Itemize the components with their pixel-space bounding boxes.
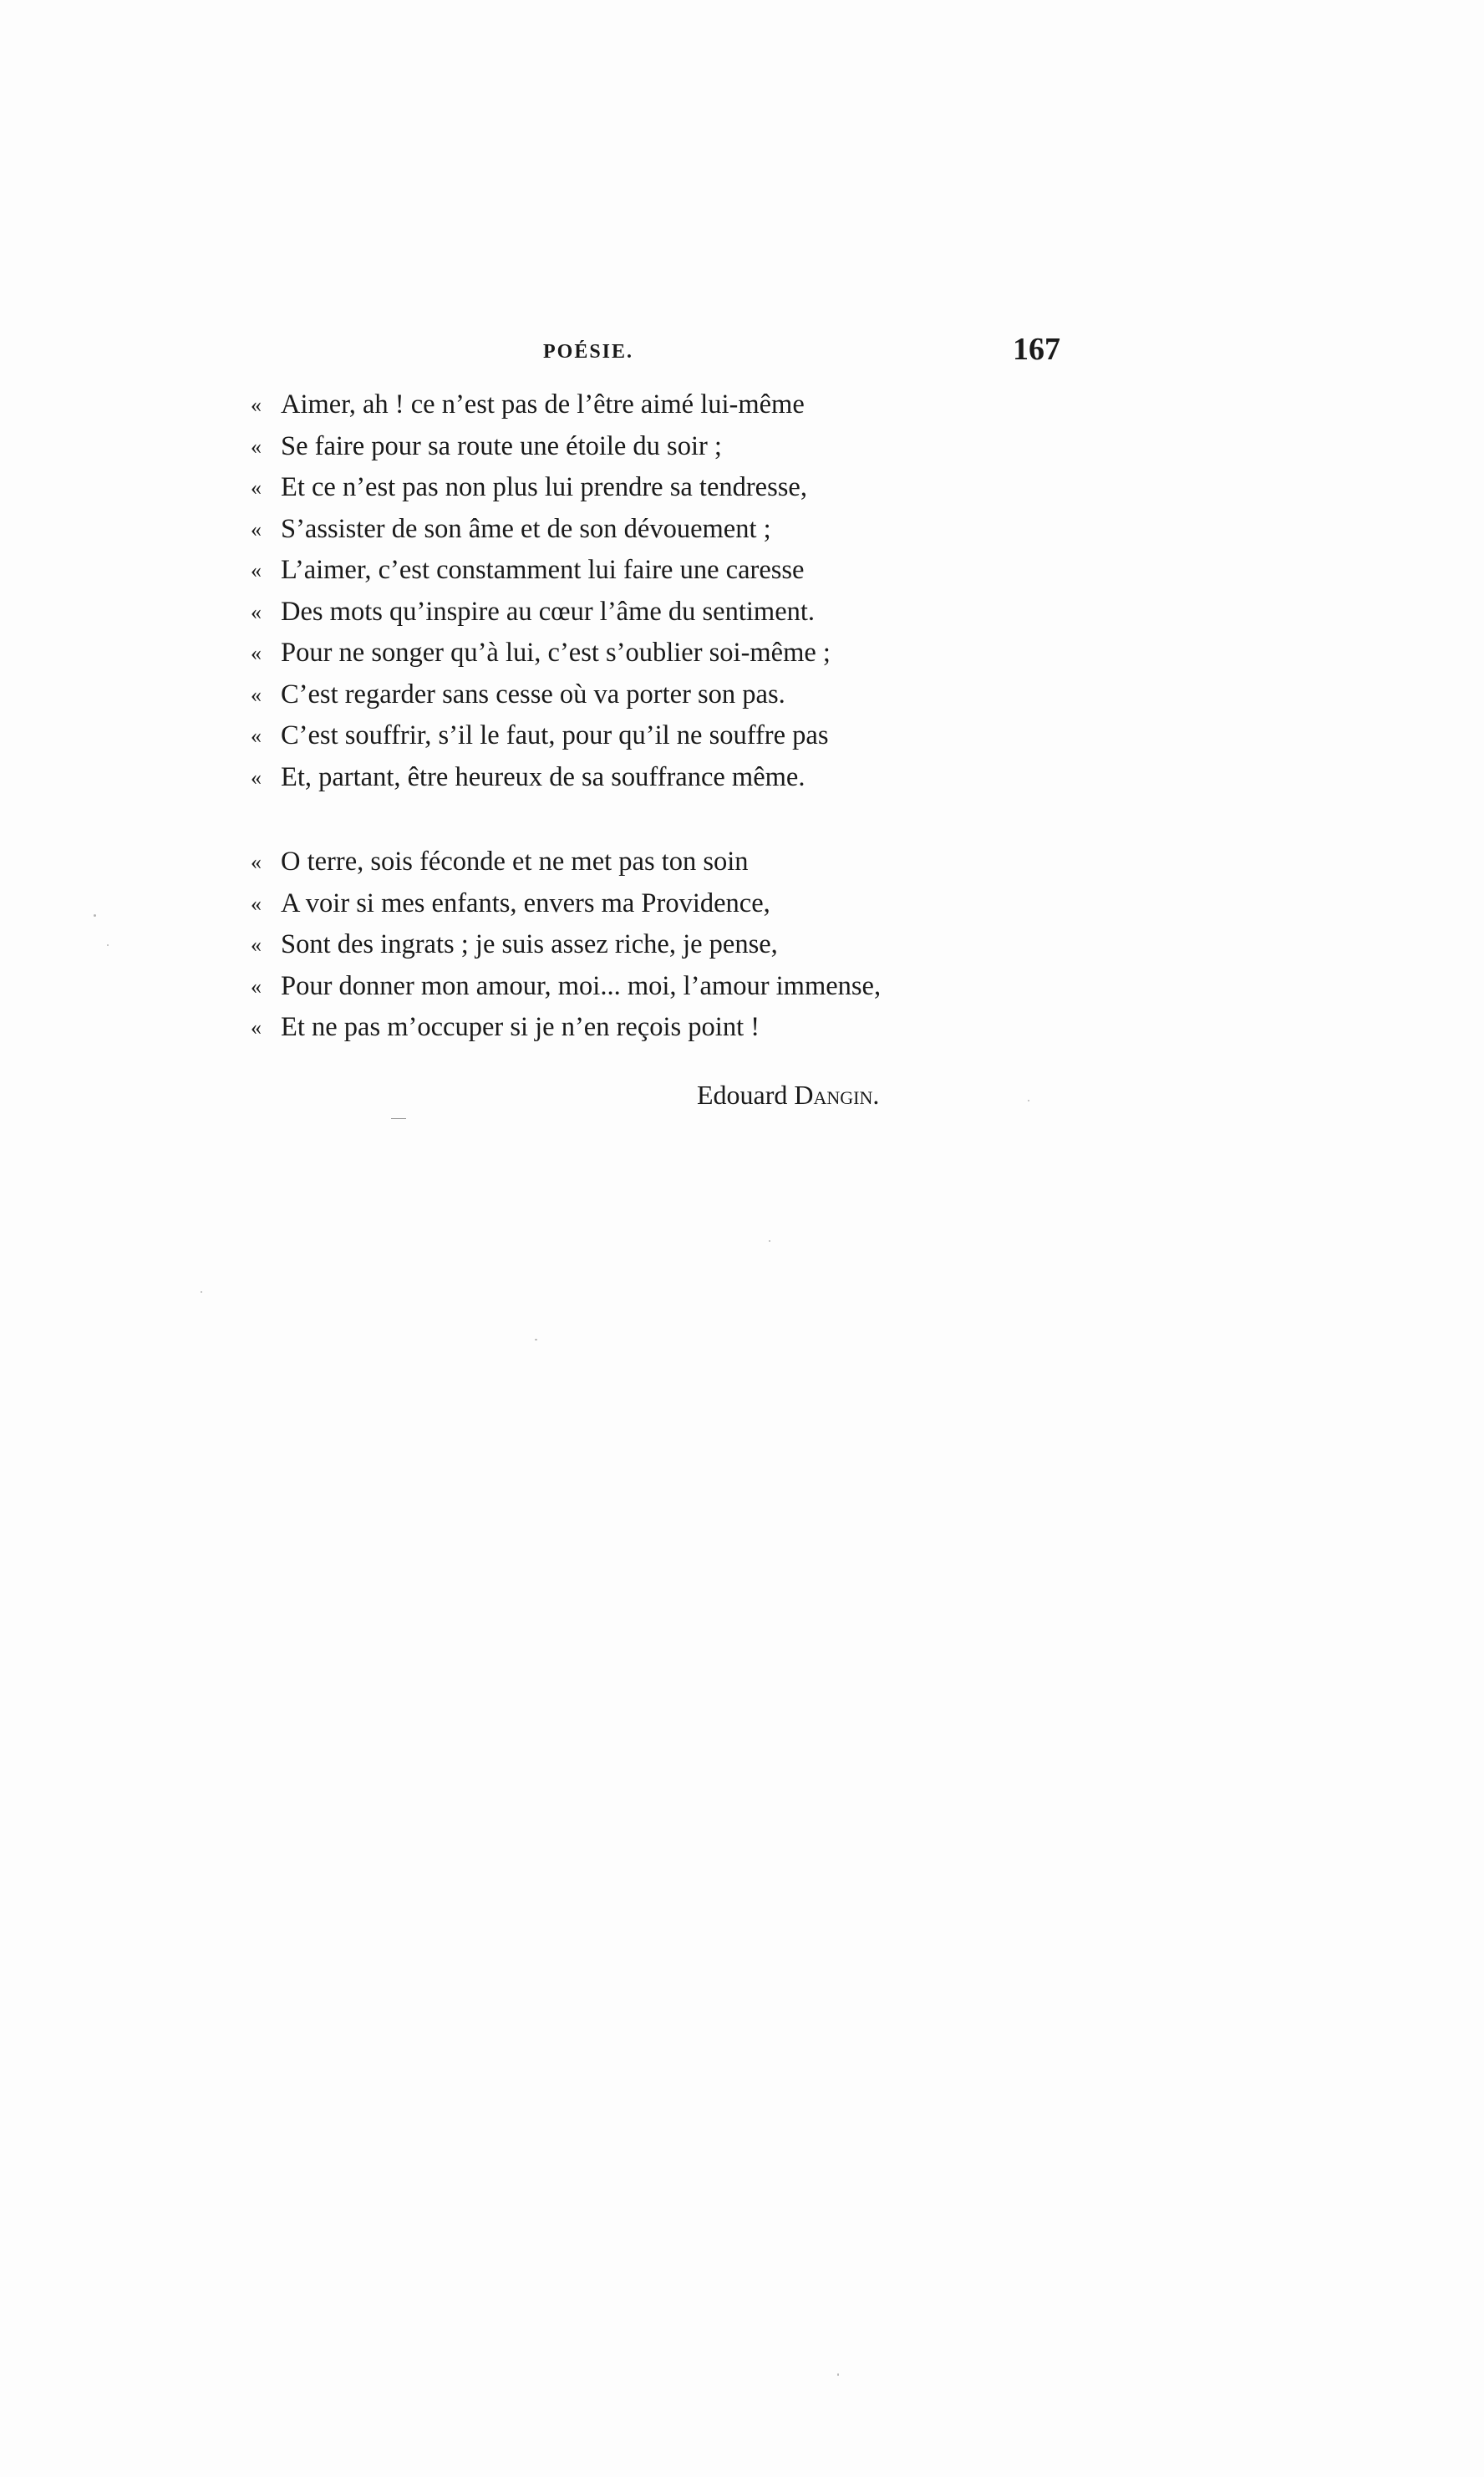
guillemet: « — [251, 476, 262, 500]
guillemet: « — [251, 1015, 262, 1040]
author-signature — [697, 1080, 879, 1111]
verse-line — [251, 426, 831, 468]
guillemet: « — [251, 974, 262, 999]
guillemet: « — [251, 599, 262, 624]
verse-line — [251, 883, 881, 925]
verse-line — [251, 1007, 881, 1049]
verse-line — [251, 509, 831, 551]
guillemet: « — [251, 393, 262, 417]
paper-speck — [1028, 1100, 1029, 1101]
paper-speck — [94, 914, 96, 917]
verse-text: Et ne pas m’occuper si je n’en reçois point ! — [281, 1012, 760, 1042]
stanza-1 — [251, 384, 831, 798]
verse-text: Pour ne songer qu’à lui, c’est s’oublier soi-même ; — [281, 638, 831, 668]
verse-text: Aimer, ah ! ce n’est pas de l’être aimé lui-même — [281, 389, 805, 420]
verse-line — [251, 384, 831, 426]
verse-line — [251, 633, 831, 674]
verse-line — [251, 966, 881, 1008]
verse-line — [251, 715, 831, 757]
guillemet: « — [251, 765, 262, 790]
paper-speck — [201, 1291, 202, 1293]
verse-text: O terre, sois féconde et ne met pas ton soin — [281, 847, 749, 877]
guillemet: « — [251, 682, 262, 707]
verse-line — [251, 592, 831, 633]
verse-line — [251, 842, 881, 883]
guillemet: « — [251, 891, 262, 916]
paper-speck — [107, 944, 109, 946]
guillemet: « — [251, 933, 262, 957]
verse-text: Et ce n’est pas non plus lui prendre sa tendresse, — [281, 472, 807, 502]
guillemet: « — [251, 516, 262, 542]
page-number: 167 — [1013, 332, 1060, 367]
verse-line — [251, 924, 881, 966]
stray-dash-mark — [391, 1118, 406, 1119]
verse-line — [251, 674, 831, 716]
author-surname: Dangin. — [794, 1080, 880, 1110]
verse-text: Se faire pour sa route une étoile du soir ; — [281, 430, 722, 461]
verse-text: A voir si mes enfants, envers ma Providence, — [281, 888, 770, 918]
verse-line — [251, 467, 831, 509]
guillemet: « — [251, 434, 262, 459]
verse-text: Sont des ingrats ; je suis assez riche, je pense, — [281, 929, 778, 959]
paper-speck — [837, 2373, 839, 2376]
verse-line — [251, 757, 831, 799]
verse-text: C’est souffrir, s’il le faut, pour qu’il ne souffre pas — [281, 720, 829, 750]
verse-text: C’est regarder sans cesse où va porter son pas. — [281, 679, 785, 710]
guillemet: « — [251, 641, 262, 665]
verse-text: Pour donner mon amour, moi... moi, l’amour immense, — [281, 970, 882, 1001]
stanza-2 — [251, 842, 881, 1049]
verse-text: L’aimer, c’est constamment lui faire une caresse — [281, 555, 805, 585]
verse-line — [251, 550, 831, 592]
verse-text: Et, partant, être heureux de sa souffrance même. — [281, 761, 806, 792]
guillemet: « — [251, 724, 262, 748]
verse-text: S’assister de son âme et de son dévouement ; — [281, 513, 771, 544]
paper-speck — [769, 1240, 770, 1242]
verse-text: Des mots qu’inspire au cœur l’âme du sentiment. — [281, 596, 816, 627]
running-title: POÉSIE. — [543, 341, 634, 363]
guillemet: « — [251, 558, 262, 582]
paper-speck — [535, 1339, 537, 1340]
guillemet: « — [251, 850, 262, 874]
author-first-name: Edouard — [697, 1080, 788, 1110]
